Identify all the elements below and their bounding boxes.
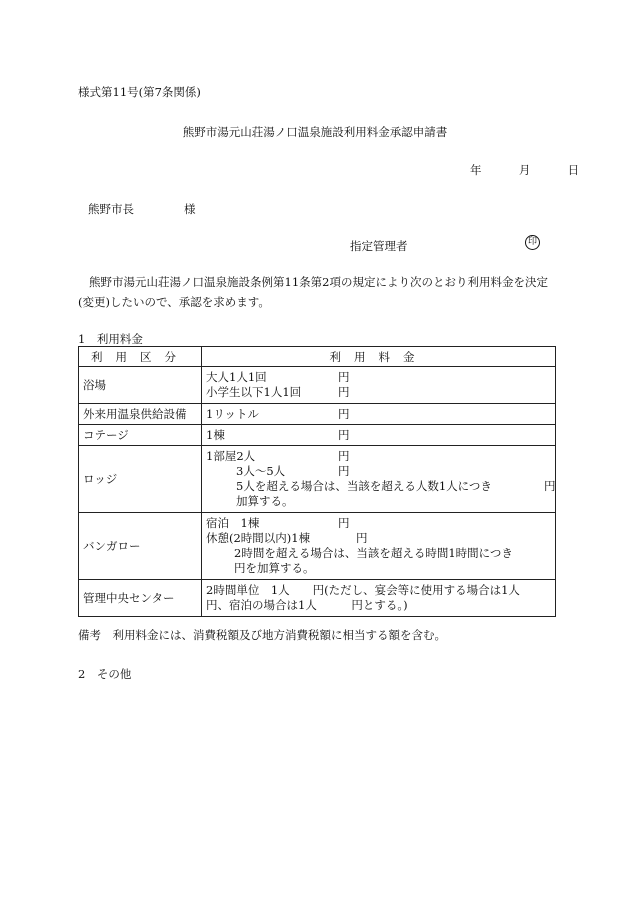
table-row (79, 425, 556, 446)
category-center: 管理中央センター (79, 580, 202, 617)
header-category: 利用区分 (79, 347, 202, 367)
fee-table (78, 346, 556, 617)
fee-line: 休憩(2時間以内)1棟 (206, 531, 311, 545)
category-lodge: ロッジ (79, 446, 202, 513)
fee-line: 1棟 (206, 427, 225, 442)
yen-unit: 円 (338, 464, 350, 478)
fee-line: 2時間を超える場合は、当該を超える時間1時間につき (234, 546, 513, 560)
fee-line: 2時間単位 1人 円(ただし、宴会等に使用する場合は1人 (206, 583, 520, 597)
table-row (79, 367, 556, 404)
fee-line: 5人を超える場合は、当該を超える人数1人につき (236, 479, 492, 493)
fee-center (202, 580, 556, 617)
table-row (79, 580, 556, 617)
table-row (79, 404, 556, 425)
applicant-label: 指定管理者 (350, 239, 408, 253)
fee-line: 1部屋2人 (206, 449, 256, 463)
fee-line: 円を加算する。 (234, 561, 315, 575)
fee-line: 円、宿泊の場合は1人 円とする。) (206, 598, 408, 612)
addressee-honorific: 様 (184, 202, 196, 216)
yen-unit: 円 (544, 479, 556, 493)
date-year-label: 年 (470, 163, 482, 177)
table-row (79, 513, 556, 580)
date-month-label: 月 (518, 163, 531, 177)
fee-lodge (202, 446, 556, 513)
fee-line: 1リットル (206, 406, 259, 421)
addressee-name: 熊野市長 (88, 202, 134, 216)
header-fee: 利用料金 (202, 347, 556, 367)
fee-line: 小学生以下1人1回 (206, 385, 302, 399)
seal-mark: 印 (525, 235, 540, 250)
yen-unit: 円 (338, 370, 350, 384)
section-2-heading: 2 その他 (78, 667, 132, 681)
fee-line: 加算する。 (236, 494, 294, 508)
yen-unit: 円 (338, 427, 350, 442)
addressee (88, 201, 196, 217)
date-line (470, 162, 579, 178)
yen-unit: 円 (338, 449, 350, 463)
fee-cottage (202, 425, 556, 446)
table-row (79, 446, 556, 513)
fee-bungalow (202, 513, 556, 580)
request-body-text: 熊野市湯元山荘湯ノ口温泉施設条例第11条第2項の規定により次のとおり利用料金を決定(変更)したいので、承認を求めます。 (78, 275, 548, 309)
yen-unit: 円 (338, 516, 350, 530)
section-1-heading: 1 利用料金 (78, 332, 143, 346)
category-bath: 浴場 (79, 367, 202, 404)
form-number: 様式第11号(第7条関係) (78, 85, 201, 99)
fee-line: 大人1人1回 (206, 370, 267, 384)
fee-line: 3人～5人 (236, 464, 286, 478)
yen-unit: 円 (356, 531, 368, 545)
yen-unit: 円 (338, 406, 350, 421)
category-bungalow: バンガロー (79, 513, 202, 580)
fee-bath (202, 367, 556, 404)
category-supply: 外来用温泉供給設備 (79, 404, 202, 425)
fee-line: 宿泊 1棟 (206, 516, 260, 530)
date-day-label: 日 (567, 163, 580, 177)
document-title: 熊野市湯元山荘湯ノ口温泉施設利用料金承認申請書 (182, 125, 448, 139)
yen-unit: 円 (338, 385, 350, 399)
category-cottage: コテージ (79, 425, 202, 446)
table-header-row (79, 347, 556, 367)
fee-supply (202, 404, 556, 425)
remarks-note: 備考 利用料金には、消費税額及び地方消費税額に相当する額を含む。 (78, 628, 446, 642)
